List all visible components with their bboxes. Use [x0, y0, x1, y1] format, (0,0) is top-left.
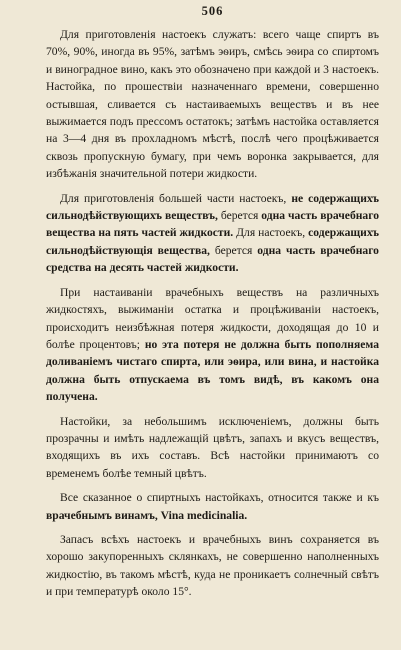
text-segment: Для настоекъ, — [233, 226, 309, 240]
text-segment: берется — [209, 243, 258, 257]
text-segment: Настойки, за небольшимъ исключеніемъ, должны быть прозрачны и имѣть надлежащій цвѣтъ, запахъ и вкусъ веществъ, входящихъ въ ихъ составъ. Всѣ настойки принимаютъ со временемъ болѣе темный цвѣтъ. — [46, 414, 379, 480]
text-segment: Для приготовленія большей части настоекъ, — [60, 191, 292, 205]
bold-text-segment: врачебнымъ винамъ, Vina medicinalia. — [46, 508, 248, 522]
text-segment: Запасъ всѣхъ настоекъ и врачебныхъ винъ сохраняется въ хорошо закупоренныхъ склянкахъ, не совершенно наполненныхъ жидкостію, въ такомъ мѣстѣ, куда не проникаетъ солнечный свѣтъ и при температурѣ около 15°. — [46, 532, 379, 599]
bold-text-segment: но эта потеря не должна быть пополняема доливаніемъ чистаго спирта, или эѳира, или вина, и настойка должна быть отпускаема въ томъ видѣ, въ какомъ она получена. — [46, 337, 380, 404]
bold-text-segment: содержащихъ сильнодѣйствующія вещества, — [46, 226, 379, 257]
text-segment: берется — [217, 209, 262, 223]
page-number: 506 — [201, 4, 224, 18]
paragraph-4 — [46, 413, 379, 483]
text-segment: Для приготовленія настоекъ служатъ: всего чаще спиртъ въ 70%, 90%, иногда въ 95%, затѣмъ эѳиръ, смѣсь эѳира со спиртомъ и виноградное вино, какъ это обозначено при каждой и 3 настоекъ. Настойка, по прошествіи назначеннаго времени, совершенно остывшая, сливается съ настаиваемыхъ веществъ и въ нее выжимается подъ прессомъ остатокъ; затѣмъ настойка оставляется на 3—4 дня въ прохладномъ мѣстѣ, послѣ чего процѣживается сквозь пропускную бумагу, при чемъ воронка закрывается, для избѣжанія значительной потери жидкости. — [46, 28, 379, 181]
paragraph-3 — [46, 284, 379, 406]
text-segment: При настаиваніи врачебныхъ веществъ на различныхъ жидкостяхъ, выжиманіи остатка и процѣживаніи настоекъ, происходитъ неизбѣжная потеря жидкости, доходящая до 10 и болѣе процентовъ; — [46, 285, 379, 351]
paragraph-6 — [46, 531, 379, 601]
paragraph-1 — [46, 26, 379, 183]
bold-text-segment: одна часть врачебнаго средства на десять частей жидкости. — [46, 243, 379, 275]
paragraph-5 — [46, 489, 379, 524]
bold-text-segment: одна часть врачебнаго вещества на пять частей жидкости. — [46, 209, 379, 240]
text-segment: Все сказанное о спиртныхъ настойкахъ, относится также и къ — [60, 491, 379, 505]
paragraph-2 — [46, 190, 379, 277]
bold-text-segment: не содержащихъ сильнодѣйствующихъ веществъ, — [46, 191, 379, 223]
